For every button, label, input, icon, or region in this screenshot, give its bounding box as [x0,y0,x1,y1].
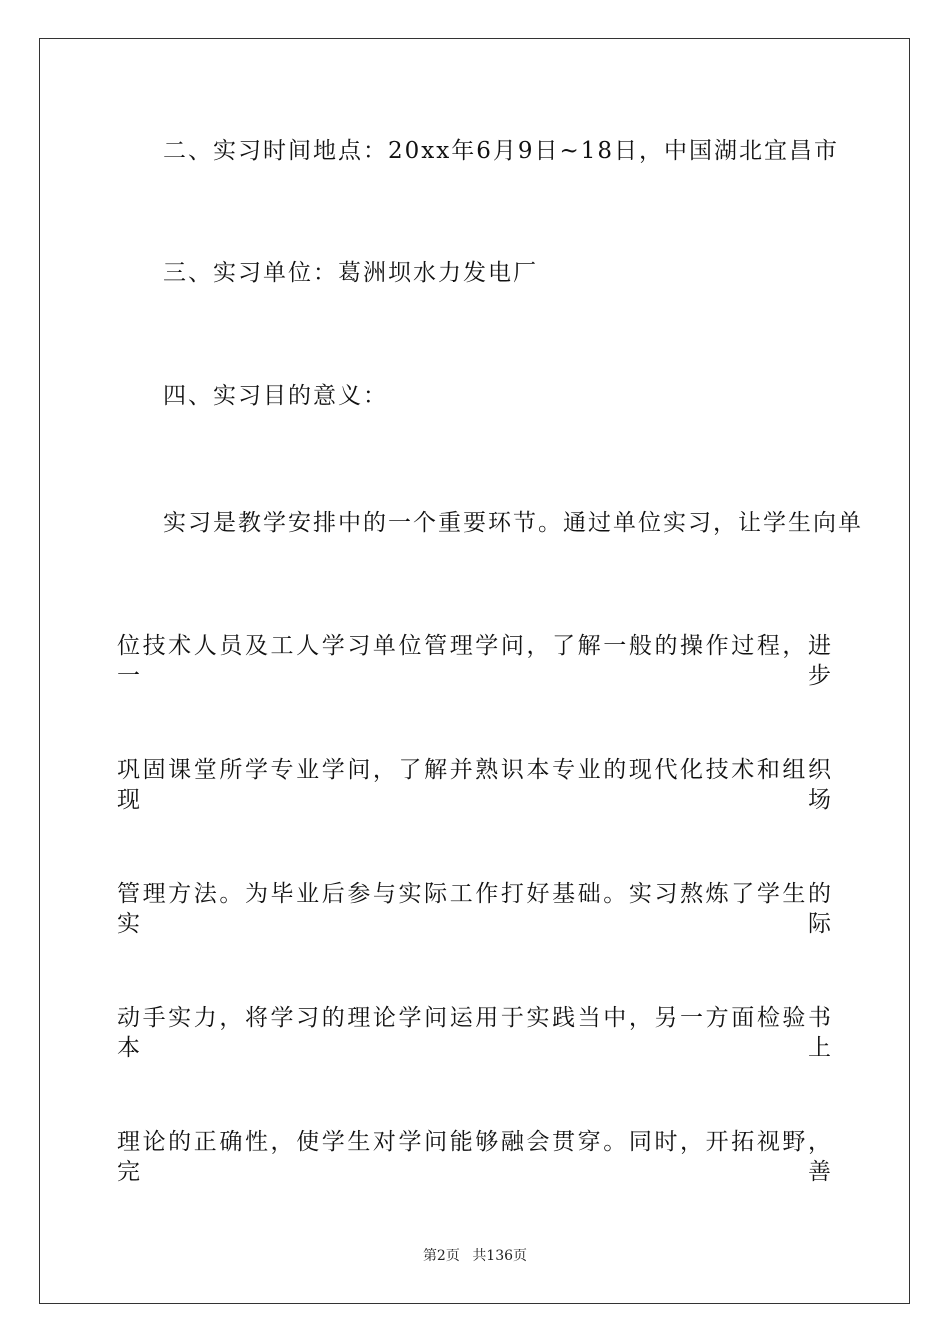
body-text-line: 位技术人员及工人学习单位管理学问，了解一般的操作过程，进一步 [117,633,833,689]
body-text-line: 管理方法。为毕业后参与实际工作打好基础。实习熬炼了学生的实际 [117,881,833,937]
body-text-line: 动手实力，将学习的理论学问运用于实践当中，另一方面检验书本上 [117,1005,833,1061]
body-text-line: 理论的正确性，使学生对学问能够融会贯穿。同时，开拓视野，完善 [117,1129,833,1185]
section-heading-purpose: 四、实习目的意义： [163,383,388,409]
body-text-line: 实习是教学安排中的一个重要环节。通过单位实习，让学生向单 [163,510,863,536]
section-heading-time-location: 二、实习时间地点：20xx年6月9日~18日，中国湖北宜昌市 [163,138,840,164]
page-footer [0,1247,950,1265]
page-number: 第2页 [422,1248,460,1264]
page-total: 共136页 [472,1248,528,1264]
body-text-line: 巩固课堂所学专业学问，了解并熟识本专业的现代化技术和组织现场 [117,757,833,813]
section-heading-unit: 三、实习单位：葛洲坝水力发电厂 [163,260,538,286]
